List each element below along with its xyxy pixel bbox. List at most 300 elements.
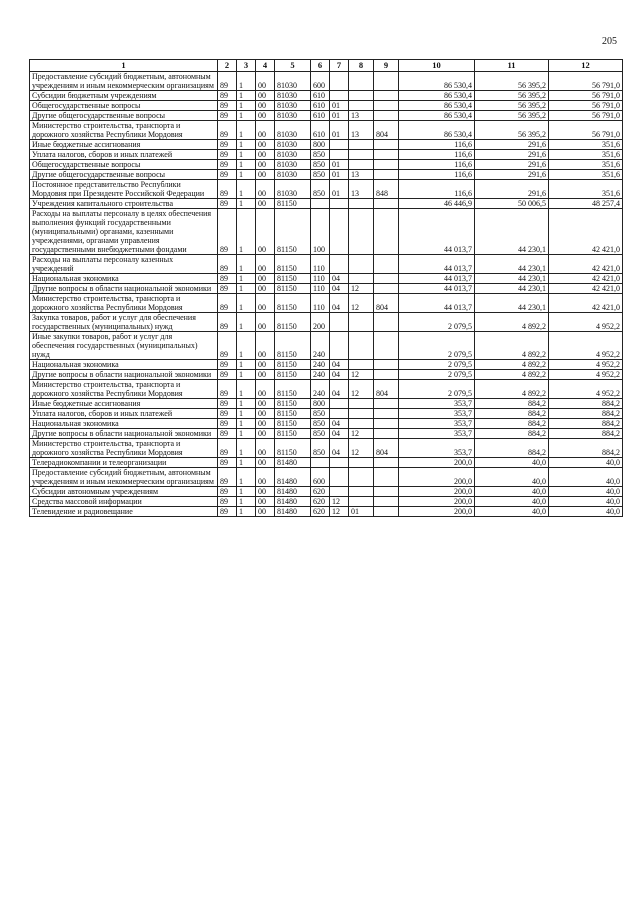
cell-row-name: Постоянное представительство Республики Мордовия при Президенте Российской Федерации (30, 180, 218, 199)
cell-amount-2019: 44 013,7 (399, 294, 475, 313)
cell-col-7: 04 (330, 439, 349, 458)
cell-col-9: 804 (374, 294, 399, 313)
cell-amount-2020: 40,0 (475, 458, 549, 468)
cell-col-6: 240 (311, 380, 330, 399)
cell-col-6: 850 (311, 150, 330, 160)
cell-amount-2020: 50 006,5 (475, 199, 549, 209)
cell-col-9 (374, 140, 399, 150)
cell-col-4: 00 (256, 160, 275, 170)
cell-col-5: 81030 (275, 170, 311, 180)
cell-col-6: 110 (311, 284, 330, 294)
cell-col-5: 81150 (275, 294, 311, 313)
cell-amount-2020: 56 395,2 (475, 111, 549, 121)
cell-col-4: 00 (256, 332, 275, 360)
cell-amount-2019: 200,0 (399, 458, 475, 468)
cell-amount-2021: 4 952,2 (549, 360, 623, 370)
cell-amount-2020: 884,2 (475, 399, 549, 409)
cell-col-5: 81030 (275, 121, 311, 140)
cell-amount-2020: 884,2 (475, 409, 549, 419)
cell-col-7 (330, 468, 349, 487)
cell-amount-2021: 40,0 (549, 468, 623, 487)
cell-amount-2019: 2 079,5 (399, 370, 475, 380)
cell-col-8: 12 (349, 439, 374, 458)
cell-col-6 (311, 199, 330, 209)
cell-col-9 (374, 468, 399, 487)
cell-amount-2020: 884,2 (475, 419, 549, 429)
cell-col-8: 13 (349, 180, 374, 199)
cell-col-8 (349, 419, 374, 429)
cell-col-8 (349, 399, 374, 409)
cell-amount-2020: 4 892,2 (475, 360, 549, 370)
cell-col-7: 01 (330, 160, 349, 170)
cell-col-9 (374, 91, 399, 101)
cell-row-name: Средства массовой информации (30, 497, 218, 507)
cell-col-5: 81150 (275, 274, 311, 284)
cell-col-6: 850 (311, 170, 330, 180)
cell-col-7: 12 (330, 507, 349, 517)
cell-col-8 (349, 274, 374, 284)
cell-col-9 (374, 170, 399, 180)
table-row (30, 160, 623, 170)
cell-col-4: 00 (256, 380, 275, 399)
cell-col-9 (374, 209, 399, 255)
cell-amount-2019: 116,6 (399, 140, 475, 150)
cell-amount-2021: 884,2 (549, 409, 623, 419)
table-row (30, 121, 623, 140)
cell-col-9 (374, 313, 399, 332)
cell-col-5: 81480 (275, 497, 311, 507)
cell-amount-2021: 4 952,2 (549, 332, 623, 360)
cell-col-6: 600 (311, 468, 330, 487)
table-row (30, 468, 623, 487)
cell-col-4: 00 (256, 370, 275, 380)
cell-col-5: 81030 (275, 111, 311, 121)
cell-row-name: Уплата налогов, сборов и иных платежей (30, 409, 218, 419)
cell-col-8 (349, 497, 374, 507)
cell-col-3: 1 (237, 180, 256, 199)
cell-amount-2020: 291,6 (475, 140, 549, 150)
cell-col-6: 200 (311, 313, 330, 332)
cell-col-4: 00 (256, 274, 275, 284)
cell-col-6: 110 (311, 274, 330, 284)
cell-col-2: 89 (218, 91, 237, 101)
table-row (30, 419, 623, 429)
cell-col-4: 00 (256, 419, 275, 429)
cell-row-name: Другие общегосударственные вопросы (30, 170, 218, 180)
cell-amount-2020: 291,6 (475, 180, 549, 199)
column-header-10: 10 (399, 60, 475, 72)
cell-col-9 (374, 284, 399, 294)
cell-col-2: 89 (218, 101, 237, 111)
table-row (30, 313, 623, 332)
cell-amount-2019: 353,7 (399, 439, 475, 458)
cell-row-name: Общегосударственные вопросы (30, 160, 218, 170)
cell-amount-2020: 56 395,2 (475, 91, 549, 101)
cell-col-2: 89 (218, 150, 237, 160)
cell-col-6: 610 (311, 101, 330, 111)
cell-amount-2019: 353,7 (399, 409, 475, 419)
cell-col-3: 1 (237, 360, 256, 370)
cell-col-3: 1 (237, 294, 256, 313)
cell-col-7 (330, 313, 349, 332)
cell-col-8 (349, 101, 374, 111)
cell-col-9 (374, 419, 399, 429)
cell-row-name: Предоставление субсидий бюджетным, автономным учреждениям и иным некоммерческим организациям (30, 468, 218, 487)
cell-amount-2021: 884,2 (549, 419, 623, 429)
cell-col-2: 89 (218, 439, 237, 458)
cell-amount-2021: 351,6 (549, 160, 623, 170)
cell-col-4: 00 (256, 150, 275, 160)
cell-amount-2020: 291,6 (475, 170, 549, 180)
table-row (30, 274, 623, 284)
cell-amount-2021: 42 421,0 (549, 255, 623, 274)
cell-row-name: Другие вопросы в области национальной экономики (30, 429, 218, 439)
cell-col-8 (349, 409, 374, 419)
cell-col-3: 1 (237, 399, 256, 409)
cell-col-2: 89 (218, 370, 237, 380)
column-header-5: 5 (275, 60, 311, 72)
cell-col-5: 81030 (275, 101, 311, 111)
cell-col-3: 1 (237, 255, 256, 274)
cell-col-4: 00 (256, 458, 275, 468)
cell-col-2: 89 (218, 121, 237, 140)
cell-row-name: Иные бюджетные ассигнования (30, 399, 218, 409)
cell-col-3: 1 (237, 313, 256, 332)
cell-row-name: Другие вопросы в области национальной экономики (30, 370, 218, 380)
cell-row-name: Министерство строительства, транспорта и дорожного хозяйства Республики Мордовия (30, 439, 218, 458)
cell-amount-2021: 4 952,2 (549, 370, 623, 380)
table-row (30, 111, 623, 121)
cell-col-9 (374, 160, 399, 170)
table-row (30, 255, 623, 274)
cell-col-9 (374, 150, 399, 160)
cell-col-8 (349, 140, 374, 150)
cell-amount-2021: 56 791,0 (549, 101, 623, 111)
cell-col-6: 240 (311, 370, 330, 380)
cell-amount-2019: 353,7 (399, 399, 475, 409)
cell-col-8: 13 (349, 121, 374, 140)
cell-col-9 (374, 111, 399, 121)
cell-col-9 (374, 199, 399, 209)
cell-amount-2021: 351,6 (549, 140, 623, 150)
cell-col-4: 00 (256, 487, 275, 497)
cell-col-4: 00 (256, 121, 275, 140)
cell-col-8 (349, 255, 374, 274)
cell-col-2: 89 (218, 274, 237, 284)
cell-col-5: 81150 (275, 199, 311, 209)
cell-col-5: 81150 (275, 409, 311, 419)
cell-col-4: 00 (256, 101, 275, 111)
cell-col-4: 00 (256, 507, 275, 517)
cell-amount-2021: 56 791,0 (549, 121, 623, 140)
cell-col-2: 89 (218, 360, 237, 370)
cell-amount-2019: 2 079,5 (399, 313, 475, 332)
table-row (30, 209, 623, 255)
cell-col-5: 81150 (275, 439, 311, 458)
cell-col-9 (374, 487, 399, 497)
cell-col-5: 81030 (275, 72, 311, 91)
cell-amount-2019: 116,6 (399, 160, 475, 170)
cell-col-2: 89 (218, 380, 237, 399)
cell-col-6: 600 (311, 72, 330, 91)
cell-col-6: 100 (311, 209, 330, 255)
cell-row-name: Министерство строительства, транспорта и дорожного хозяйства Республики Мордовия (30, 121, 218, 140)
cell-col-3: 1 (237, 91, 256, 101)
cell-col-2: 89 (218, 458, 237, 468)
cell-col-3: 1 (237, 487, 256, 497)
table-row (30, 429, 623, 439)
cell-col-5: 81480 (275, 468, 311, 487)
cell-col-9 (374, 274, 399, 284)
cell-col-7 (330, 150, 349, 160)
table-row (30, 507, 623, 517)
cell-amount-2019: 46 446,9 (399, 199, 475, 209)
cell-col-6: 610 (311, 91, 330, 101)
cell-col-4: 00 (256, 180, 275, 199)
cell-col-7: 01 (330, 180, 349, 199)
cell-amount-2020: 4 892,2 (475, 380, 549, 399)
table-row (30, 72, 623, 91)
column-header-1: 1 (30, 60, 218, 72)
cell-amount-2020: 44 230,1 (475, 209, 549, 255)
cell-amount-2019: 116,6 (399, 150, 475, 160)
cell-amount-2020: 291,6 (475, 150, 549, 160)
cell-col-5: 81150 (275, 255, 311, 274)
cell-amount-2019: 200,0 (399, 497, 475, 507)
cell-col-9 (374, 399, 399, 409)
cell-col-8 (349, 199, 374, 209)
cell-amount-2019: 44 013,7 (399, 209, 475, 255)
cell-amount-2021: 40,0 (549, 497, 623, 507)
cell-amount-2019: 44 013,7 (399, 284, 475, 294)
cell-col-4: 00 (256, 140, 275, 150)
cell-col-2: 89 (218, 332, 237, 360)
cell-col-8 (349, 160, 374, 170)
cell-row-name: Расходы на выплаты персоналу в целях обеспечения выполнения функций государственными (муниципальными) органами, казенными учреждениями, органами управления государственными внебюджетными фондами (30, 209, 218, 255)
cell-col-2: 89 (218, 180, 237, 199)
cell-col-6: 610 (311, 121, 330, 140)
cell-row-name: Национальная экономика (30, 419, 218, 429)
cell-col-3: 1 (237, 429, 256, 439)
cell-col-4: 00 (256, 439, 275, 458)
cell-col-7 (330, 72, 349, 91)
cell-amount-2020: 4 892,2 (475, 332, 549, 360)
cell-col-4: 00 (256, 209, 275, 255)
cell-col-4: 00 (256, 72, 275, 91)
cell-col-5: 81150 (275, 360, 311, 370)
cell-col-3: 1 (237, 101, 256, 111)
cell-col-9 (374, 409, 399, 419)
cell-amount-2021: 4 952,2 (549, 313, 623, 332)
cell-col-2: 89 (218, 294, 237, 313)
cell-col-4: 00 (256, 111, 275, 121)
cell-col-9 (374, 458, 399, 468)
cell-amount-2021: 351,6 (549, 150, 623, 160)
cell-col-2: 89 (218, 160, 237, 170)
cell-amount-2020: 40,0 (475, 507, 549, 517)
table-row (30, 360, 623, 370)
cell-col-8 (349, 150, 374, 160)
cell-amount-2021: 351,6 (549, 170, 623, 180)
cell-col-6: 850 (311, 160, 330, 170)
cell-amount-2019: 86 530,4 (399, 72, 475, 91)
cell-col-3: 1 (237, 468, 256, 487)
cell-col-3: 1 (237, 284, 256, 294)
cell-col-5: 81150 (275, 419, 311, 429)
table-row (30, 458, 623, 468)
cell-col-8 (349, 209, 374, 255)
cell-col-9 (374, 497, 399, 507)
cell-amount-2021: 48 257,4 (549, 199, 623, 209)
cell-col-5: 81150 (275, 209, 311, 255)
cell-col-3: 1 (237, 140, 256, 150)
table-row (30, 380, 623, 399)
table-row (30, 409, 623, 419)
cell-col-9: 804 (374, 439, 399, 458)
cell-col-3: 1 (237, 507, 256, 517)
table-row (30, 199, 623, 209)
cell-amount-2020: 40,0 (475, 487, 549, 497)
cell-amount-2021: 40,0 (549, 507, 623, 517)
cell-row-name: Министерство строительства, транспорта и дорожного хозяйства Республики Мордовия (30, 294, 218, 313)
cell-col-5: 81150 (275, 370, 311, 380)
cell-col-7 (330, 399, 349, 409)
cell-row-name: Уплата налогов, сборов и иных платежей (30, 150, 218, 160)
table-row (30, 294, 623, 313)
cell-col-8 (349, 72, 374, 91)
cell-col-8 (349, 487, 374, 497)
cell-amount-2019: 200,0 (399, 487, 475, 497)
cell-col-7: 04 (330, 294, 349, 313)
cell-col-7 (330, 332, 349, 360)
cell-col-5: 81030 (275, 180, 311, 199)
cell-amount-2019: 2 079,5 (399, 380, 475, 399)
cell-col-4: 00 (256, 409, 275, 419)
cell-col-8: 01 (349, 507, 374, 517)
cell-col-5: 81480 (275, 458, 311, 468)
cell-amount-2021: 884,2 (549, 439, 623, 458)
cell-amount-2019: 2 079,5 (399, 360, 475, 370)
cell-col-3: 1 (237, 497, 256, 507)
cell-col-9 (374, 255, 399, 274)
cell-col-2: 89 (218, 72, 237, 91)
cell-col-9 (374, 360, 399, 370)
cell-col-3: 1 (237, 458, 256, 468)
cell-col-3: 1 (237, 72, 256, 91)
cell-amount-2019: 86 530,4 (399, 101, 475, 111)
cell-col-2: 89 (218, 209, 237, 255)
cell-amount-2020: 56 395,2 (475, 72, 549, 91)
cell-row-name: Министерство строительства, транспорта и дорожного хозяйства Республики Мордовия (30, 380, 218, 399)
cell-col-8 (349, 332, 374, 360)
cell-row-name: Субсидии бюджетным учреждениям (30, 91, 218, 101)
cell-col-6: 110 (311, 255, 330, 274)
cell-col-7: 01 (330, 170, 349, 180)
table-row (30, 140, 623, 150)
cell-col-8: 12 (349, 429, 374, 439)
cell-col-4: 00 (256, 399, 275, 409)
cell-col-5: 81150 (275, 429, 311, 439)
cell-col-3: 1 (237, 380, 256, 399)
cell-col-4: 00 (256, 255, 275, 274)
cell-amount-2019: 200,0 (399, 507, 475, 517)
cell-col-5: 81150 (275, 332, 311, 360)
cell-col-5: 81150 (275, 313, 311, 332)
cell-col-3: 1 (237, 419, 256, 429)
header-row (30, 60, 623, 72)
cell-col-5: 81150 (275, 399, 311, 409)
cell-col-8 (349, 360, 374, 370)
cell-col-5: 81150 (275, 284, 311, 294)
cell-col-6: 620 (311, 497, 330, 507)
cell-col-6: 800 (311, 140, 330, 150)
page-number: 205 (602, 36, 617, 47)
table-row (30, 332, 623, 360)
cell-col-3: 1 (237, 170, 256, 180)
cell-col-2: 89 (218, 409, 237, 419)
cell-col-9 (374, 370, 399, 380)
cell-col-2: 89 (218, 140, 237, 150)
cell-amount-2021: 40,0 (549, 458, 623, 468)
column-header-6: 6 (311, 60, 330, 72)
cell-col-4: 00 (256, 313, 275, 332)
cell-amount-2020: 44 230,1 (475, 274, 549, 284)
cell-amount-2020: 884,2 (475, 439, 549, 458)
cell-col-7 (330, 91, 349, 101)
cell-row-name: Учреждения капитального строительства (30, 199, 218, 209)
cell-col-9: 848 (374, 180, 399, 199)
cell-col-7 (330, 209, 349, 255)
cell-col-5: 81030 (275, 91, 311, 101)
cell-amount-2019: 353,7 (399, 429, 475, 439)
cell-col-4: 00 (256, 199, 275, 209)
cell-col-7: 01 (330, 101, 349, 111)
table-row (30, 101, 623, 111)
cell-col-5: 81030 (275, 150, 311, 160)
cell-amount-2020: 884,2 (475, 429, 549, 439)
cell-row-name: Иные бюджетные ассигнования (30, 140, 218, 150)
cell-col-8: 12 (349, 284, 374, 294)
cell-col-7: 04 (330, 419, 349, 429)
cell-amount-2021: 42 421,0 (549, 294, 623, 313)
cell-amount-2020: 44 230,1 (475, 294, 549, 313)
cell-amount-2020: 4 892,2 (475, 370, 549, 380)
cell-col-2: 89 (218, 468, 237, 487)
table-row (30, 150, 623, 160)
cell-col-8 (349, 313, 374, 332)
cell-col-5: 81150 (275, 380, 311, 399)
cell-col-3: 1 (237, 150, 256, 160)
column-header-2: 2 (218, 60, 237, 72)
cell-col-9 (374, 332, 399, 360)
cell-col-2: 89 (218, 429, 237, 439)
cell-amount-2021: 4 952,2 (549, 380, 623, 399)
column-header-4: 4 (256, 60, 275, 72)
cell-col-6: 850 (311, 439, 330, 458)
cell-amount-2021: 40,0 (549, 487, 623, 497)
column-header-7: 7 (330, 60, 349, 72)
table-row (30, 497, 623, 507)
cell-amount-2020: 44 230,1 (475, 284, 549, 294)
cell-col-2: 89 (218, 487, 237, 497)
cell-col-4: 00 (256, 294, 275, 313)
table-body (30, 72, 623, 517)
column-header-11: 11 (475, 60, 549, 72)
cell-col-7: 04 (330, 274, 349, 284)
cell-col-2: 89 (218, 255, 237, 274)
cell-amount-2019: 116,6 (399, 180, 475, 199)
cell-col-6 (311, 458, 330, 468)
